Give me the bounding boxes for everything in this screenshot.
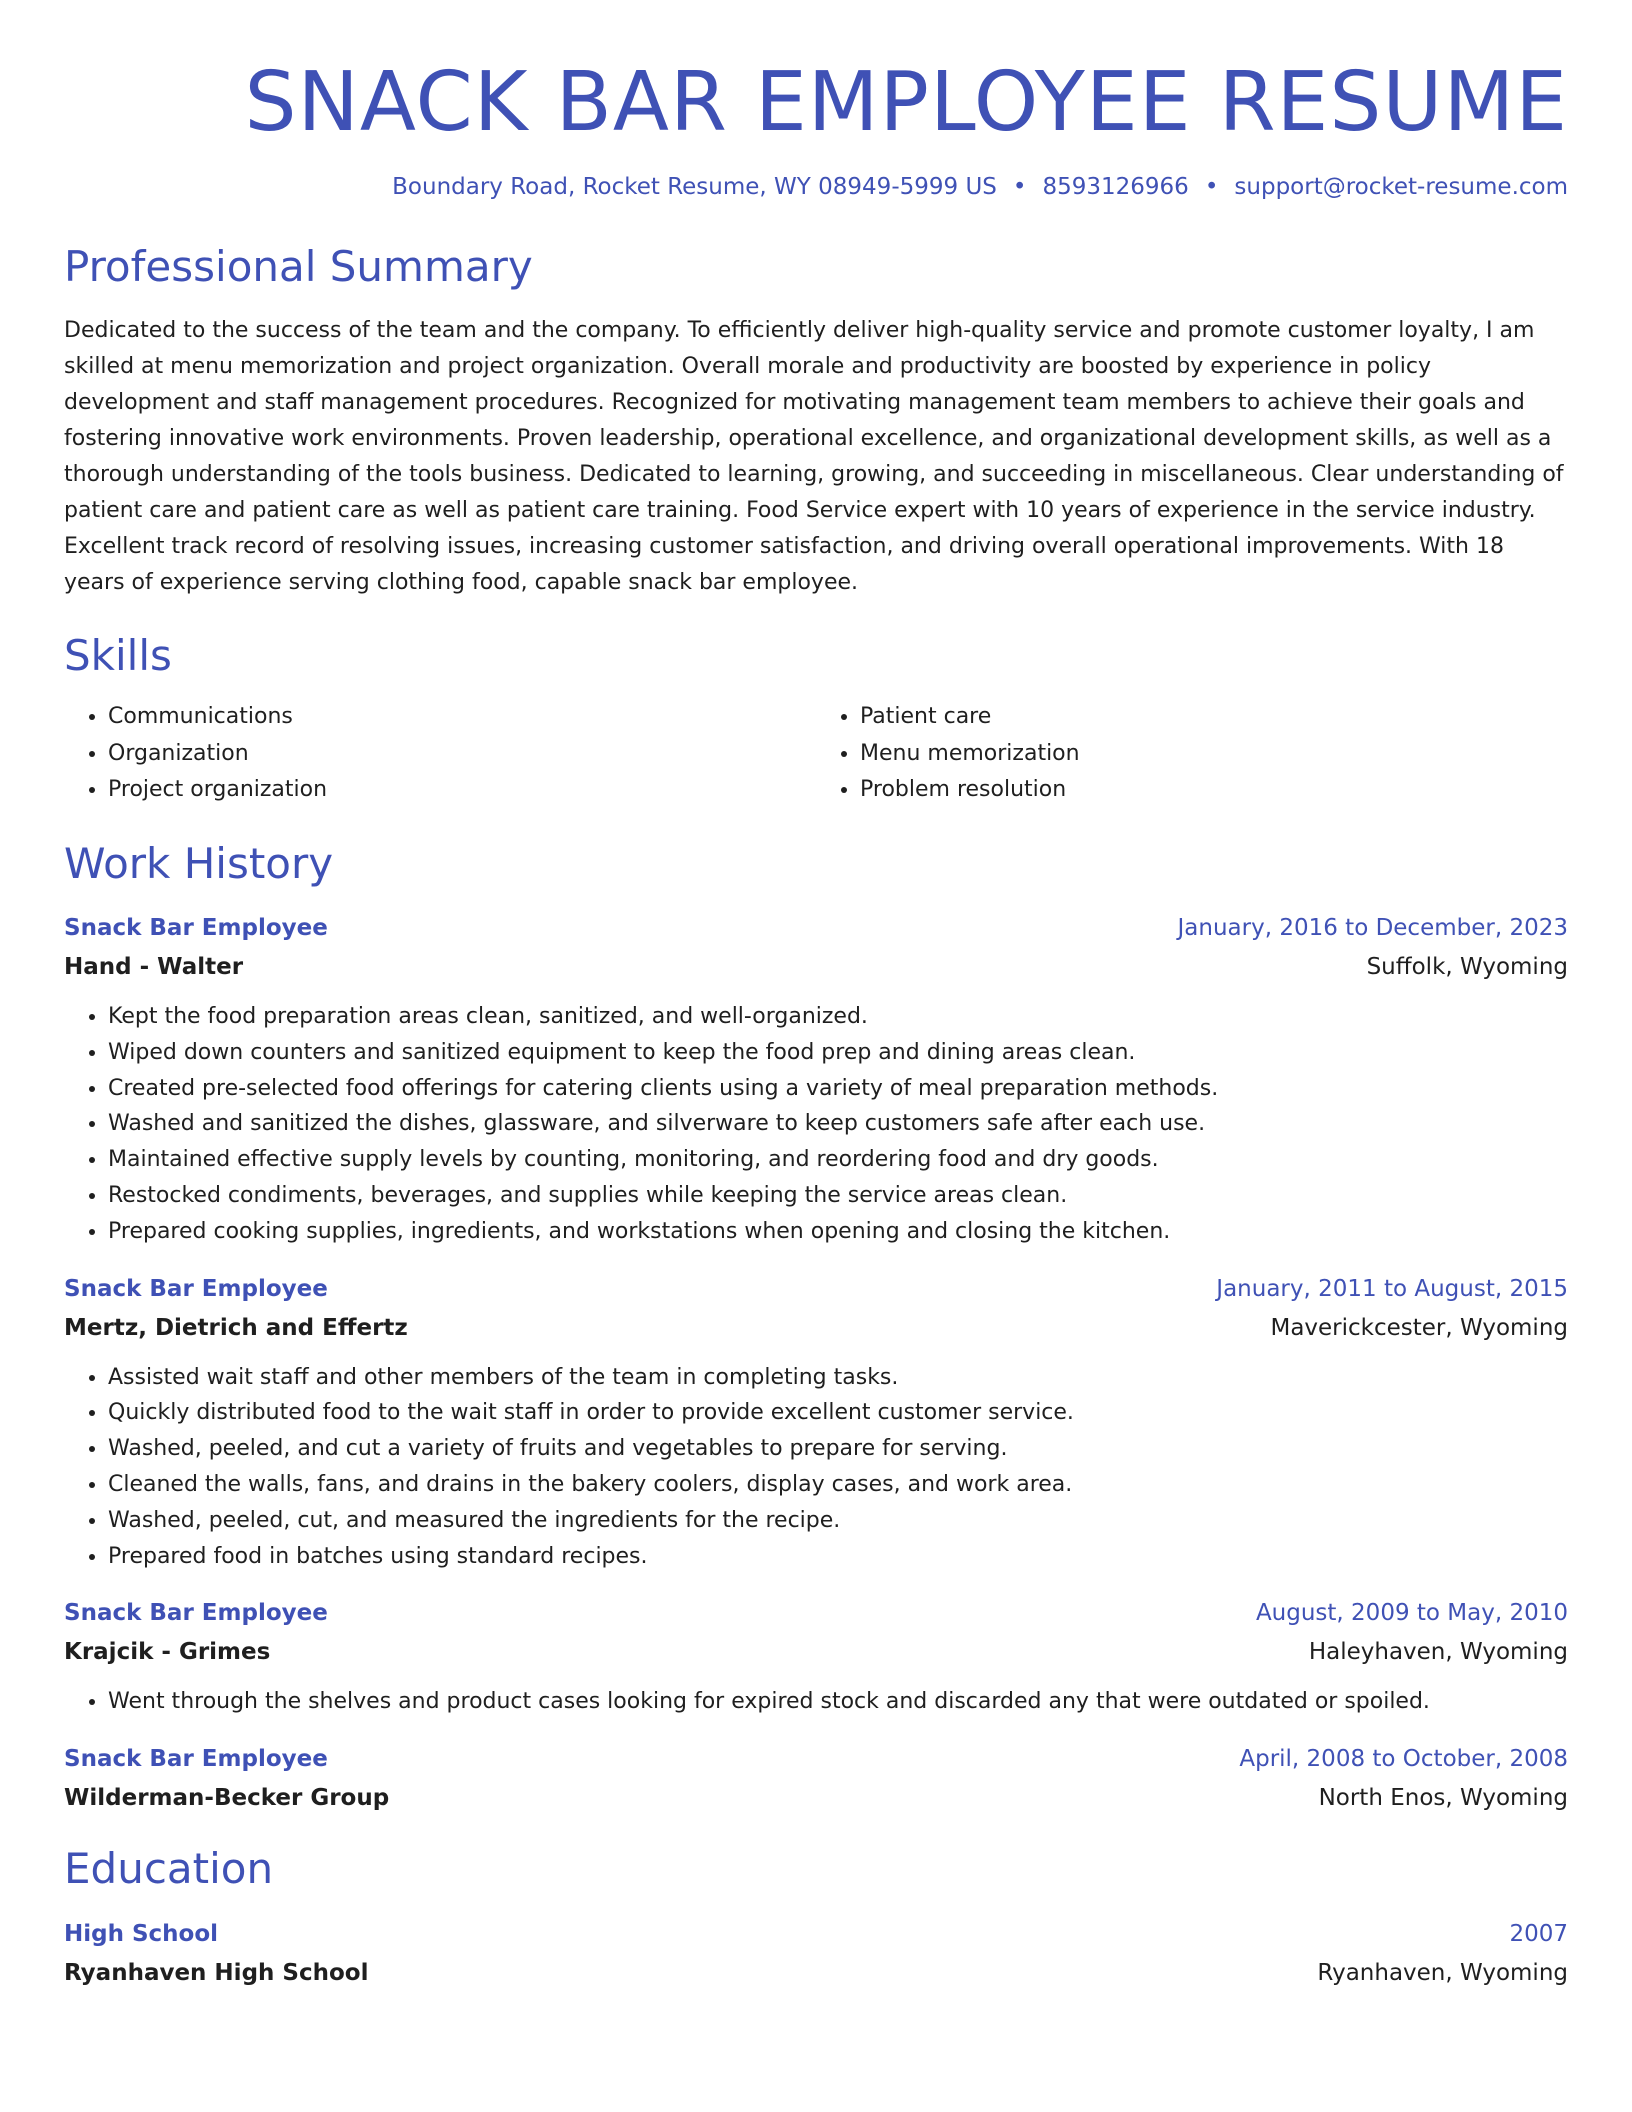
job-title: Snack Bar Employee [64,1275,328,1302]
job-title: Snack Bar Employee [64,1746,328,1773]
job-company: Mertz, Dietrich and Effertz [64,1314,408,1341]
job-duty: • Prepared cooking supplies, ingredients, and workstations when opening and closing the kitchen. [108,1214,1568,1250]
job-duty: • Restocked condiments, beverages, and supplies while keeping the service areas clean. [108,1178,1568,1214]
job-title: Snack Bar Employee [64,1600,328,1627]
skill-item: • Menu memorization [860,736,1568,773]
resume-header [64,52,1568,202]
job-duty: • Washed and sanitized the dishes, glassware, and silverware to keep customers safe after each use. [108,1106,1568,1142]
job-company: Wilderman-Becker Group [64,1785,390,1812]
summary-text: Dedicated to the success of the team and the company. To efficiently deliver high-quality service and promote customer loyalty, I am skilled at menu memorization and project organization. Overall morale and productivity are boosted by experience in policy development and staff management procedures. Recognized for motivating management team members to achieve their goals and fostering innovative work environments. Proven leadership, operational excellence, and organizational development skills, as well as a thorough understanding of the tools business. Dedicated to learning, growing, and succeeding in miscellaneous. Clear understanding of patient care and patient care as well as patient care training. Food Service expert with 10 years of experience in the service industry. Excellent track record of resolving issues, increasing customer satisfaction, and driving overall operational improvements. With 18 years of experience serving clothing food, capable snack bar employee. [64,317,1564,595]
education-entry [64,1915,1568,1993]
job-company: Krajcik - Grimes [64,1639,271,1666]
job-duty: • Washed, peeled, cut, and measured the ingredients for the recipe. [108,1503,1568,1539]
job-entry [64,1270,1568,1575]
job-dates: January, 2016 to December, 2023 [1177,915,1568,942]
skills-column-right [816,699,1568,809]
job-title-row [64,909,1568,947]
contact-email[interactable]: support@rocket-resume.com [1234,173,1568,200]
skill-item: • Patient care [860,699,1568,736]
skills-list [64,699,1568,809]
skills-column-left [64,699,816,809]
job-company: Hand - Walter [64,954,244,981]
job-title-row [64,1270,1568,1308]
job-dates: April, 2008 to October, 2008 [1239,1746,1568,1773]
education-heading: Education [64,1844,274,1894]
education-location: Ryanhaven, Wyoming [1317,1959,1568,1986]
skill-item: • Problem resolution [860,772,1568,809]
skills-heading: Skills [64,630,172,680]
job-company-row [64,1632,1568,1672]
job-company-row [64,1778,1568,1818]
job-duty: • Wiped down counters and sanitized equipment to keep the food prep and dining areas clean. [108,1035,1568,1071]
skill-item: • Organization [108,736,816,773]
skill-item: • Project organization [108,772,816,809]
job-duties [64,1360,1568,1575]
contact-phone: 8593126966 [1042,173,1189,200]
job-entry [64,1594,1568,1720]
job-duty: • Assisted wait staff and other members of the team in completing tasks. [108,1360,1568,1396]
education-school-row [64,1953,1568,1993]
education-year: 2007 [1509,1920,1568,1947]
contact-separator: • [1204,173,1219,200]
work-history-heading: Work History [64,838,334,888]
job-entry [64,1740,1568,1818]
job-duty: • Cleaned the walls, fans, and drains in the bakery coolers, display cases, and work area. [108,1467,1568,1503]
job-duty: • Washed, peeled, and cut a variety of fruits and vegetables to prepare for serving. [108,1431,1568,1467]
job-title-row [64,1594,1568,1632]
job-location: North Enos, Wyoming [1318,1785,1568,1812]
job-title: Snack Bar Employee [64,915,328,942]
job-company-row [64,947,1568,987]
job-duty: • Kept the food preparation areas clean, sanitized, and well-organized. [108,999,1568,1035]
education-degree-row [64,1915,1568,1953]
education-school: Ryanhaven High School [64,1959,369,1986]
job-duty: • Created pre-selected food offerings for catering clients using a variety of meal preparation methods. [108,1071,1568,1107]
contact-address: Boundary Road, Rocket Resume, WY 08949-5999 US [392,173,997,200]
job-duty: • Quickly distributed food to the wait staff in order to provide excellent customer service. [108,1395,1568,1431]
job-entry [64,909,1568,1250]
skill-item: • Communications [108,699,816,736]
job-location: Suffolk, Wyoming [1366,954,1568,981]
job-location: Maverickcester, Wyoming [1270,1314,1568,1341]
education-degree: High School [64,1920,219,1947]
job-duties [64,1684,1568,1720]
job-duty: • Prepared food in batches using standard recipes. [108,1539,1568,1575]
job-dates: January, 2011 to August, 2015 [1216,1275,1568,1302]
job-title-row [64,1740,1568,1778]
job-duty: • Went through the shelves and product cases looking for expired stock and discarded any that were outdated or spoiled. [108,1684,1568,1720]
contact-line [64,173,1568,203]
job-duty: • Maintained effective supply levels by counting, monitoring, and reordering food and dry goods. [108,1142,1568,1178]
summary-heading: Professional Summary [64,242,533,292]
job-duties [64,999,1568,1250]
job-location: Haleyhaven, Wyoming [1308,1639,1568,1666]
job-company-row [64,1308,1568,1348]
resume-title: SNACK BAR EMPLOYEE RESUME [244,55,1568,150]
contact-separator: • [1012,173,1027,200]
job-dates: August, 2009 to May, 2010 [1255,1600,1568,1627]
